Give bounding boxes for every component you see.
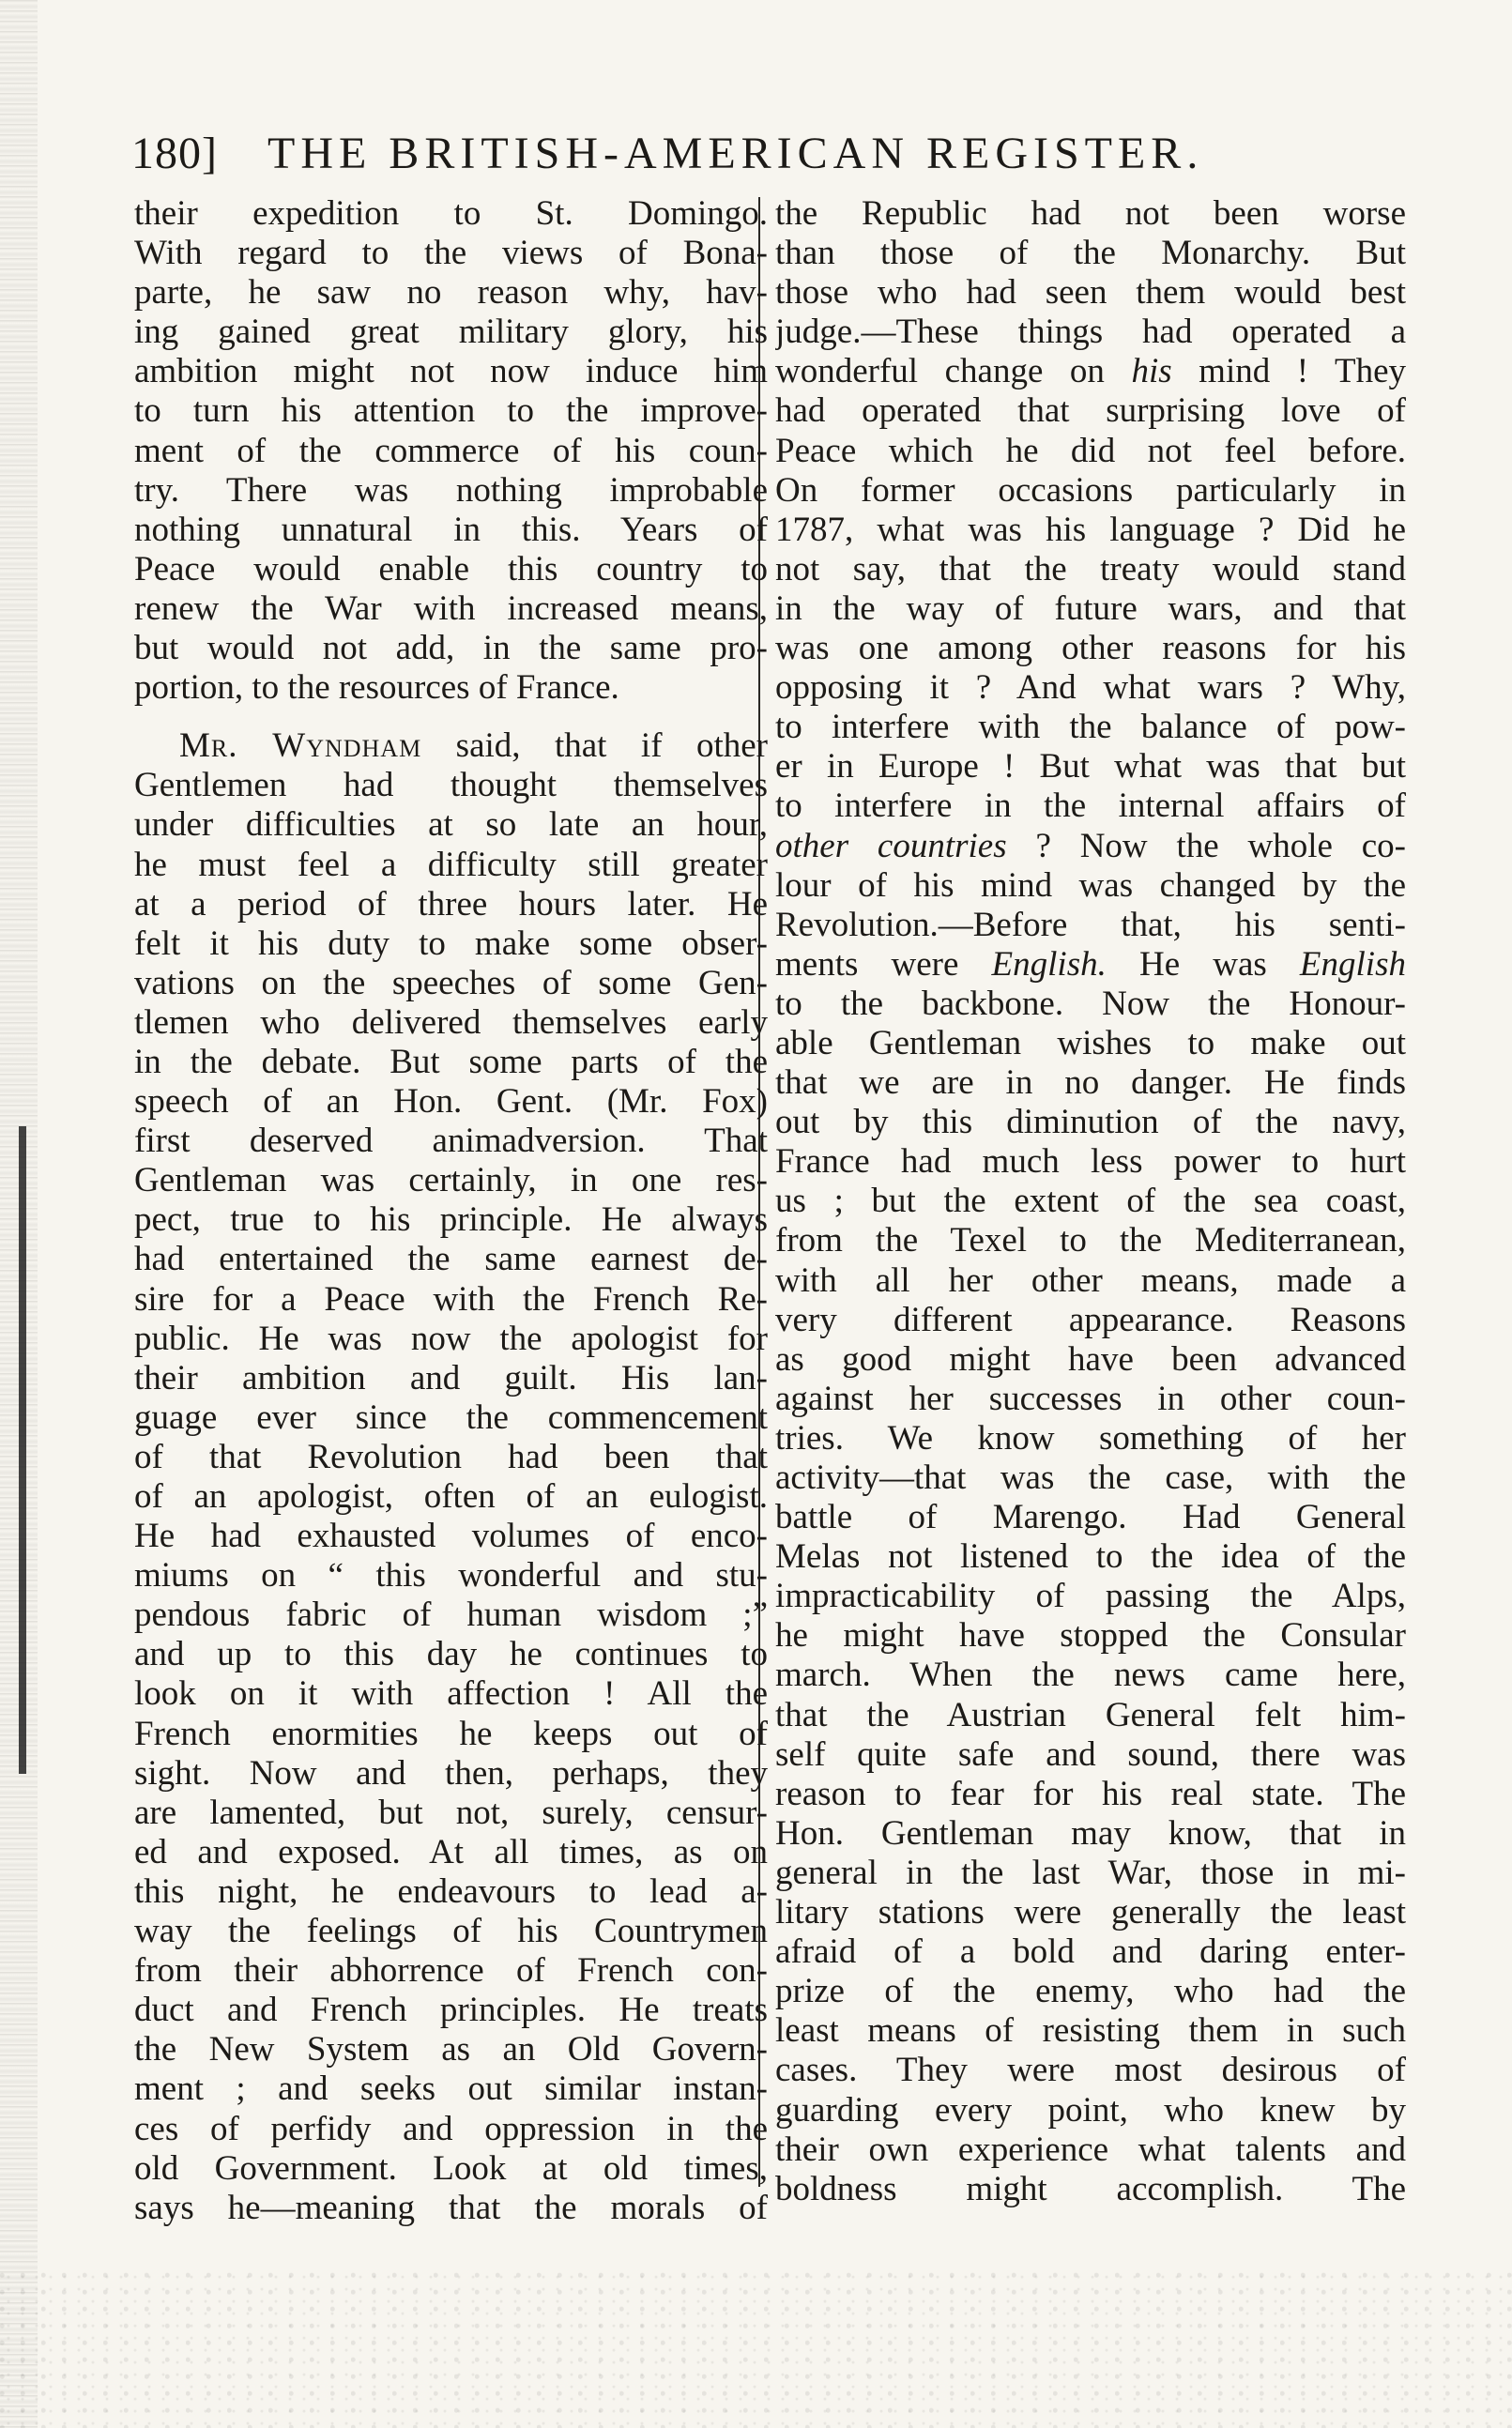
text-line: ment of the commerce of his coun-	[134, 431, 768, 470]
text-line: sight. Now and then, perhaps, they	[134, 1753, 768, 1793]
text-line: Hon. Gentleman may know, that in	[775, 1813, 1406, 1853]
text-line: 1787, what was his language ? Did he	[775, 510, 1406, 549]
text-line: first deserved animadversion. That	[134, 1122, 768, 1161]
text-line: to interfere in the internal affairs of	[775, 786, 1406, 826]
text-line: had operated that surprising love of	[775, 391, 1406, 431]
text-run: ? Now the whole co-	[1006, 826, 1406, 865]
text-line: from the Texel to the Mediterranean,	[775, 1221, 1406, 1260]
text-line: that we are in no danger. He finds	[775, 1063, 1406, 1103]
text-line: activity—that was the case, with the	[775, 1458, 1406, 1497]
speaker-name: Mr. Wyndham	[179, 726, 422, 766]
text-line: their ambition and guilt. His lan-	[134, 1358, 768, 1397]
text-line: way the feelings of his Countrymen	[134, 1912, 768, 1951]
text-line: nothing unnatural in this. Years of	[134, 510, 768, 549]
text-line: of an apologist, often of an eulogist.	[134, 1477, 768, 1516]
text-line: prize of the enemy, who had the	[775, 1972, 1406, 2011]
text-line: litary stations were generally the least	[775, 1893, 1406, 1932]
text-line: try. There was nothing improbable	[134, 470, 768, 510]
text-line: miums on “ this wonderful and stu-	[134, 1556, 768, 1596]
margin-rule-mark	[19, 1126, 26, 1774]
text-line: France had much less power to hurt	[775, 1142, 1406, 1182]
text-line: ambition might not now induce him	[134, 352, 768, 391]
text-line: cases. They were most desirous of	[775, 2051, 1406, 2090]
paragraph-wyndham	[134, 766, 768, 2227]
text-line: boldness might accomplish. The	[775, 2169, 1406, 2208]
italic-text: his	[1131, 352, 1172, 391]
text-line: as good might have been advanced	[775, 1339, 1406, 1379]
text-line: against her successes in other coun-	[775, 1379, 1406, 1418]
text-line: afraid of a bold and daring enter-	[775, 1932, 1406, 1972]
text-block-b	[775, 391, 1406, 826]
text-line: those who had seen them would best	[775, 273, 1406, 313]
text-line: Peace which he did not feel before.	[775, 431, 1406, 470]
right-column	[775, 194, 1406, 2209]
text-line: that the Austrian General felt him-	[775, 1695, 1406, 1734]
text-line: least means of resisting them in such	[775, 2011, 1406, 2051]
text-line: of that Revolution had been that	[134, 1437, 768, 1476]
text-block-a	[775, 194, 1406, 352]
text-line: under difficulties at so late an hour,	[134, 805, 768, 845]
text-line: self quite safe and sound, there was	[775, 1734, 1406, 1774]
left-column	[134, 194, 768, 2228]
text-line: he might have stopped the Consular	[775, 1616, 1406, 1656]
text-line: their own experience what talents and	[775, 2130, 1406, 2169]
text-run: wonderful change on	[775, 352, 1132, 391]
text-line: to the backbone. Now the Honour-	[775, 984, 1406, 1023]
text-line: this night, he endeavours to lead a-	[134, 1871, 768, 1911]
text-line: lour of his mind was changed by the	[775, 865, 1406, 905]
paragraph-continued	[134, 194, 768, 708]
text-line: general in the last War, those in mi-	[775, 1853, 1406, 1892]
text-line: says he—meaning that the morals of	[134, 2188, 768, 2227]
text-line: duct and French principles. He treats	[134, 1991, 768, 2030]
text-line: us ; but the extent of the sea coast,	[775, 1182, 1406, 1221]
running-title: THE BRITISH-AMERICAN REGISTER.	[267, 129, 1204, 178]
text-line: their expedition to St. Domingo.	[134, 194, 768, 233]
text-line: the Republic had not been worse	[775, 194, 1406, 233]
text-line: march. When the news came here,	[775, 1656, 1406, 1695]
italic-text: English	[1299, 944, 1406, 984]
text-line: in the way of future wars, and that	[775, 588, 1406, 628]
text-line: vations on the speeches of some Gen-	[134, 963, 768, 1002]
italic-text: other countries	[775, 826, 1007, 865]
text-line	[775, 827, 1406, 866]
text-line: to interfere with the balance of pow-	[775, 708, 1406, 747]
text-line: not say, that the treaty would stand	[775, 549, 1406, 588]
text-line: very different appearance. Reasons	[775, 1300, 1406, 1339]
text-line: ces of perfidy and oppression in the	[134, 2109, 768, 2148]
text-line: ment ; and seeks out similar instan-	[134, 2069, 768, 2109]
text-line: had entertained the same earnest de-	[134, 1240, 768, 1279]
text-line: Peace would enable this country to	[134, 549, 768, 588]
text-line: the New System as an Old Govern-	[134, 2030, 768, 2069]
text-line: impracticability of passing the Alps,	[775, 1577, 1406, 1616]
text-line: public. He was now the apologist for	[134, 1319, 768, 1358]
text-line: but would not add, in the same pro-	[134, 629, 768, 668]
text-line: With regard to the views of Bona-	[134, 234, 768, 273]
text-line: battle of Marengo. Had General	[775, 1498, 1406, 1537]
text-line: than those of the Monarchy. But	[775, 234, 1406, 273]
text-line: pendous fabric of human wisdom ;”	[134, 1596, 768, 1635]
text-line: Gentlemen had thought themselves	[134, 766, 768, 805]
opening-line-text: said, that if other	[455, 726, 768, 766]
text-run: He was	[1106, 944, 1300, 984]
text-line: tries. We know something of her	[775, 1418, 1406, 1458]
text-line: to turn his attention to the improve-	[134, 391, 768, 431]
text-run: ments were	[775, 944, 992, 984]
text-line: judge.—These things had operated a	[775, 313, 1406, 352]
text-line: parte, he saw no reason why, hav-	[134, 273, 768, 313]
text-line: he must feel a difficulty still greater	[134, 845, 768, 884]
text-line: tlemen who delivered themselves early	[134, 1002, 768, 1042]
text-line: reason to fear for his real state. The	[775, 1774, 1406, 1813]
text-line: out by this diminution of the navy,	[775, 1103, 1406, 1142]
text-line: old Government. Look at old times,	[134, 2148, 768, 2188]
text-block-c	[775, 985, 1406, 2209]
paragraph-gap	[134, 708, 768, 726]
text-line: Revolution.—Before that, his senti-	[775, 905, 1406, 944]
text-run: mind ! They	[1171, 352, 1406, 391]
text-line: opposing it ? And what wars ? Why,	[775, 668, 1406, 708]
text-line: are lamented, but not, surely, censur-	[134, 1793, 768, 1832]
text-line: was one among other reasons for his	[775, 629, 1406, 668]
paragraph-opening-line	[134, 726, 768, 766]
text-line: ed and exposed. At all times, as on	[134, 1832, 768, 1871]
text-line: guage ever since the commencement	[134, 1397, 768, 1437]
text-line	[775, 945, 1406, 985]
text-line: ing gained great military glory, his	[134, 313, 768, 352]
text-line: Melas not listened to the idea of the	[775, 1537, 1406, 1577]
text-line: able Gentleman wishes to make out	[775, 1023, 1406, 1062]
text-line: guarding every point, who knew by	[775, 2090, 1406, 2130]
text-line: with all her other means, made a	[775, 1260, 1406, 1300]
text-line: pect, true to his principle. He always	[134, 1200, 768, 1240]
page-number: 180]	[131, 129, 218, 178]
text-line: and up to this day he continues to	[134, 1635, 768, 1674]
text-line: felt it his duty to make some obser-	[134, 924, 768, 963]
text-line: portion, to the resources of France.	[134, 668, 619, 708]
text-line: French enormities he keeps out of	[134, 1714, 768, 1753]
text-line	[775, 352, 1406, 391]
text-line: He had exhausted volumes of enco-	[134, 1517, 768, 1556]
text-line: renew the War with increased means,	[134, 588, 768, 628]
text-line: at a period of three hours later. He	[134, 884, 768, 924]
scan-edge-bottom	[0, 2268, 1512, 2428]
text-line: look on it with affection ! All the	[134, 1674, 768, 1714]
text-line: speech of an Hon. Gent. (Mr. Fox)	[134, 1082, 768, 1122]
italic-text: English.	[991, 944, 1107, 984]
text-line: sire for a Peace with the French Re-	[134, 1279, 768, 1319]
text-line: er in Europe ! But what was that but	[775, 747, 1406, 786]
text-line: from their abhorrence of French con-	[134, 1951, 768, 1991]
text-line: in the debate. But some parts of the	[134, 1042, 768, 1081]
text-line: Gentleman was certainly, in one res-	[134, 1161, 768, 1200]
page-header	[131, 128, 1389, 203]
text-line: On former occasions particularly in	[775, 470, 1406, 510]
